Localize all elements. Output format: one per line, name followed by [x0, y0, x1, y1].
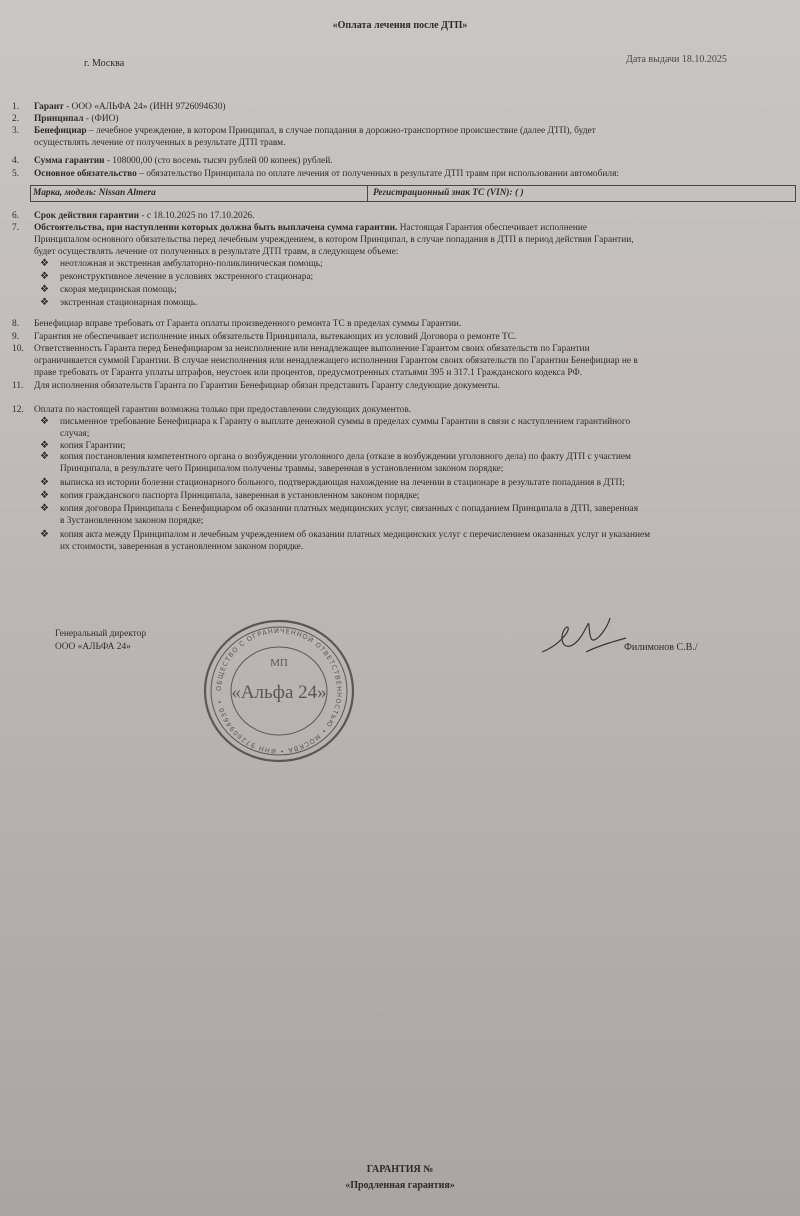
- bullet-icon: ❖: [40, 503, 49, 514]
- stamp-mp: МП: [270, 657, 288, 669]
- bullet-icon: ❖: [40, 477, 49, 488]
- item-heading: Гарант: [34, 102, 64, 112]
- item-text: осуществлять лечение от полученных в результате ДТП травм.: [34, 138, 286, 148]
- document-item: Принципала, в результате чего Принципалом получены травмы, заверенная в установленном законом порядке;: [60, 464, 504, 474]
- table-divider: [367, 186, 368, 201]
- item-line: [34, 137, 285, 149]
- item-heading: Основное обязательство: [34, 169, 137, 179]
- document-item: письменное требование Бенефициара к Гаранту о выплате денежной суммы в пределах суммы Гарантии в связи с наступлением гарантийного: [60, 417, 631, 427]
- item-heading: Бенефициар: [34, 126, 87, 136]
- item-text: Для исполнения обязательств Гаранта по Гарантии Бенефициар обязан представить Гаранту следующие документы.: [34, 381, 500, 391]
- bullet-icon: ❖: [40, 490, 49, 501]
- svg-text:ОБЩЕСТВО С ОГРАНИЧЕННОЙ ОТВЕТС: ОБЩЕСТВО С ОГРАНИЧЕННОЙ ОТВЕТСТВЕННОСТЬЮ • МОСКВА • ИНН 9726094630 •: [214, 626, 344, 756]
- item-heading: Срок действия гарантии: [34, 211, 140, 221]
- coverage-item: скорая медицинская помощь;: [60, 285, 177, 295]
- item-heading: Принципал: [34, 114, 84, 124]
- item-text: - (ФИО): [83, 114, 119, 124]
- item-text: – лечебное учреждение, в котором Принципал, в случае попадания в дорожно-транспортное происшествие (далее ДТП), будет: [86, 126, 596, 136]
- handwritten-signature: [538, 612, 630, 662]
- item-heading: Обстоятельства, при наступлении которых должна быть выплачена сумма гарантии.: [34, 223, 398, 233]
- coverage-item: реконструктивное лечение в условиях экстренного стационара;: [60, 272, 314, 282]
- director-position: Генеральный директор: [55, 629, 147, 639]
- signer-name: Филимонов С.В./: [624, 642, 698, 653]
- item-line: [34, 331, 516, 343]
- document-item: случая;: [60, 429, 90, 439]
- item-number: 10.: [12, 344, 24, 354]
- item-number: 9.: [12, 332, 20, 342]
- item-number: 8.: [12, 319, 20, 329]
- vehicle-plate: Регистрационный знак ТС (VIN): ( ): [373, 188, 524, 198]
- item-line: [34, 343, 590, 355]
- item-line: [34, 101, 226, 113]
- item-text: Оплата по настоящей гарантии возможна только при предоставлении следующих документов.: [34, 405, 412, 415]
- item-line: [34, 222, 587, 234]
- bullet-icon: ❖: [40, 258, 49, 269]
- item-line: [34, 210, 254, 222]
- item-text: праве требовать от Гаранта уплаты штрафов, неустоек или процентов, предусмотренных статьями 395 и 317.1 Гражданского кодекса РФ.: [34, 368, 583, 378]
- issue-date: Дата выдачи 18.10.2025: [626, 54, 727, 65]
- item-text: Принципалом основного обязательства перед лечебным учреждением, в котором Принципал, в случае попадания в ДТП в период действия Гарантии,: [34, 235, 634, 245]
- item-text: – обязательство Принципала по оплате лечения от полученных в результате ДТП травм при использовании автомобиля:: [136, 169, 619, 179]
- bullet-icon: ❖: [40, 529, 49, 540]
- item-text: будет осуществлять лечение от полученных в результате ДТП травм, в следующем объеме:: [34, 247, 399, 257]
- vehicle-make-model: Марка, модель: Nissan Almera: [33, 188, 156, 198]
- bullet-icon: ❖: [40, 271, 49, 282]
- document-item: их стоимости, заверенная в установленном законом порядке.: [60, 542, 304, 552]
- bullet-icon: ❖: [40, 440, 49, 451]
- item-text: - ООО «АЛЬФА 24» (ИНН 9726094630): [63, 102, 226, 112]
- document-item: копия договора Принципала с Бенефициаром об оказании платных медицинских услуг, связанных с попаданием Принципала в ДТП, заверенная: [60, 504, 639, 514]
- item-line: [34, 355, 638, 367]
- document-city: г. Москва: [84, 58, 125, 69]
- item-line: [34, 380, 500, 392]
- item-line: [34, 155, 333, 167]
- document-item: в 3установленном законом порядке;: [60, 516, 204, 526]
- item-text: Ответственность Гаранта перед Бенефициаром за неисполнение или ненадлежащее выполнение Гарантом своих обязательств по Гарантии: [34, 344, 590, 354]
- item-number: 7.: [12, 223, 20, 233]
- item-text: - 108000,00 (сто восемь тысяч рублей 00 копеек) рублей.: [104, 156, 333, 166]
- item-number: 1.: [12, 102, 20, 112]
- item-line: [34, 318, 461, 330]
- document-item: копия Гарантии;: [60, 441, 126, 451]
- item-text: Гарантия не обеспечивает исполнение иных обязательств Принципала, вытекающих из условий Договора о ремонте ТС.: [34, 332, 517, 342]
- item-number: 12.: [12, 405, 24, 415]
- bullet-icon: ❖: [40, 451, 49, 462]
- item-number: 4.: [12, 156, 20, 166]
- item-number: 3.: [12, 126, 20, 136]
- document-item: выписка из истории болезни стационарного больного, подтверждающая нахождение на лечении в стационаре в результате попадания в ДТП;: [60, 478, 625, 488]
- item-number: 5.: [12, 169, 20, 179]
- item-number: 6.: [12, 211, 20, 221]
- item-text: ограничивается суммой Гарантии. В случае неисполнения или ненадлежащего исполнения Гарантом своих обязательств по Гарантии Бенефициар не в: [34, 356, 638, 366]
- document-title: «Оплата лечения после ДТП»: [332, 20, 468, 31]
- item-line: [34, 367, 582, 379]
- footer-guarantee-type: «Продленная гарантия»: [345, 1180, 455, 1191]
- director-company: ООО «АЛЬФА 24»: [55, 642, 131, 652]
- item-line: [34, 404, 411, 416]
- stamp-name: «Альфа 24»: [231, 682, 327, 703]
- bullet-icon: ❖: [40, 416, 49, 427]
- company-seal: [202, 618, 356, 764]
- item-text: Настоящая Гарантия обеспечивает исполнение: [397, 223, 588, 233]
- item-line: [34, 168, 619, 180]
- item-text: - с 18.10.2025 по 17.10.2026.: [139, 211, 255, 221]
- bullet-icon: ❖: [40, 297, 49, 308]
- item-line: [34, 113, 119, 125]
- document-item: копия гражданского паспорта Принципала, заверенная в установленном законом порядке;: [60, 491, 420, 501]
- item-text: Бенефициар вправе требовать от Гаранта оплаты произведенного ремонта ТС в пределах суммы Гарантии.: [34, 319, 462, 329]
- item-number: 11.: [12, 381, 24, 391]
- vehicle-table: [30, 185, 796, 202]
- coverage-item: неотложная и экстренная амбулаторно-поликлиническая помощь;: [60, 259, 323, 269]
- document-item: копия акта между Принципалом и лечебным учреждением об оказании платных медицинских услуг с перечислением оказанных услуг и указанием: [60, 530, 651, 540]
- item-line: [34, 125, 596, 137]
- coverage-item: экстренная стационарная помощь.: [60, 298, 198, 308]
- item-number: 2.: [12, 114, 20, 124]
- document-item: копия постановления компетентного органа о возбуждении уголовного дела (отказе в возбуждении уголовного дела) по факту ДТП с участием: [60, 452, 631, 462]
- item-line: [34, 234, 634, 246]
- item-line: [34, 246, 398, 258]
- footer-guarantee-number: ГАРАНТИЯ №: [366, 1164, 434, 1175]
- bullet-icon: ❖: [40, 284, 49, 295]
- item-heading: Сумма гарантии: [34, 156, 105, 166]
